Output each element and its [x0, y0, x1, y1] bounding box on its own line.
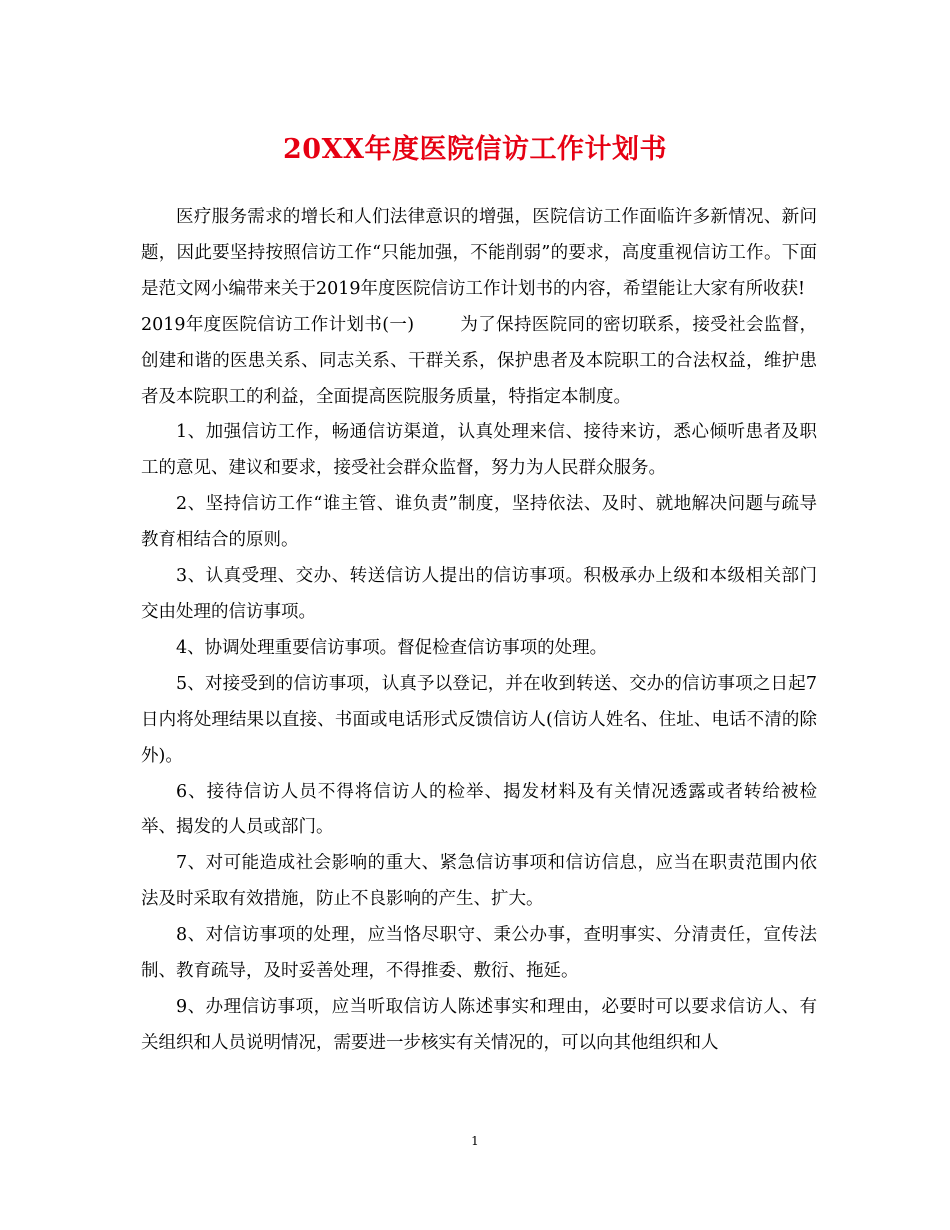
- section-paragraph: [141, 308, 817, 416]
- document-body: [141, 200, 817, 1062]
- list-item: 8、对信访事项的处理，应当恪尽职守、秉公办事，查明事实、分清责任，宣传法制、教育疏导，及时妥善处理，不得推委、敷衍、拖延。: [141, 925, 817, 982]
- list-item: 1、加强信访工作，畅通信访渠道，认真处理来信、接待来访，悉心倾听患者及职工的意见、建议和要求，接受社会群众监督，努力为人民群众服务。: [141, 422, 817, 479]
- document-title: 20XX年度医院信访工作计划书: [283, 134, 667, 165]
- section-intro: 为了保持医院同的密切联系，接受社会监督，创建和谐的医患关系、同志关系、干群关系，保护患者及本院职工的合法权益，维护患者及本院职工的利益，全面提高医院服务质量，特指定本制度。: [141, 314, 818, 407]
- page-number: 1: [471, 1134, 479, 1148]
- intro-paragraph: 医疗服务需求的增长和人们法律意识的增强，医院信访工作面临许多新情况、新问题，因此要坚持按照信访工作“只能加强，不能削弱”的要求，高度重视信访工作。下面是范文网小编带来关于2019年度医院信访工作计划书的内容，希望能让大家有所收获!: [141, 207, 817, 299]
- list-item: 4、协调处理重要信访事项。督促检查信访事项的处理。: [176, 637, 608, 658]
- list-item: 7、对可能造成社会影响的重大、紧急信访事项和信访信息，应当在职责范围内依法及时采取有效措施，防止不良影响的产生、扩大。: [141, 853, 817, 910]
- list-item: 2、坚持信访工作“谁主管、谁负责”制度，坚持依法、及时、就地解决问题与疏导教育相结合的原则。: [141, 494, 817, 551]
- list-item: 3、认真受理、交办、转送信访人提出的信访事项。积极承办上级和本级相关部门交由处理的信访事项。: [141, 566, 817, 622]
- section-heading: 2019年度医院信访工作计划书(一): [141, 314, 415, 335]
- list-item: 9、办理信访事项，应当听取信访人陈述事实和理由，必要时可以要求信访人、有关组织和人员说明情况，需要进一步核实有关情况的，可以向其他组织和人: [141, 996, 817, 1053]
- list-item: 6、接待信访人员不得将信访人的检举、揭发材料及有关情况透露或者转给被检举、揭发的人员或部门。: [141, 781, 817, 838]
- list-item: 5、对接受到的信访事项，认真予以登记，并在收到转送、交办的信访事项之日起7日内将处理结果以直接、书面或电话形式反馈信访人(信访人姓名、住址、电话不清的除外)。: [141, 673, 817, 766]
